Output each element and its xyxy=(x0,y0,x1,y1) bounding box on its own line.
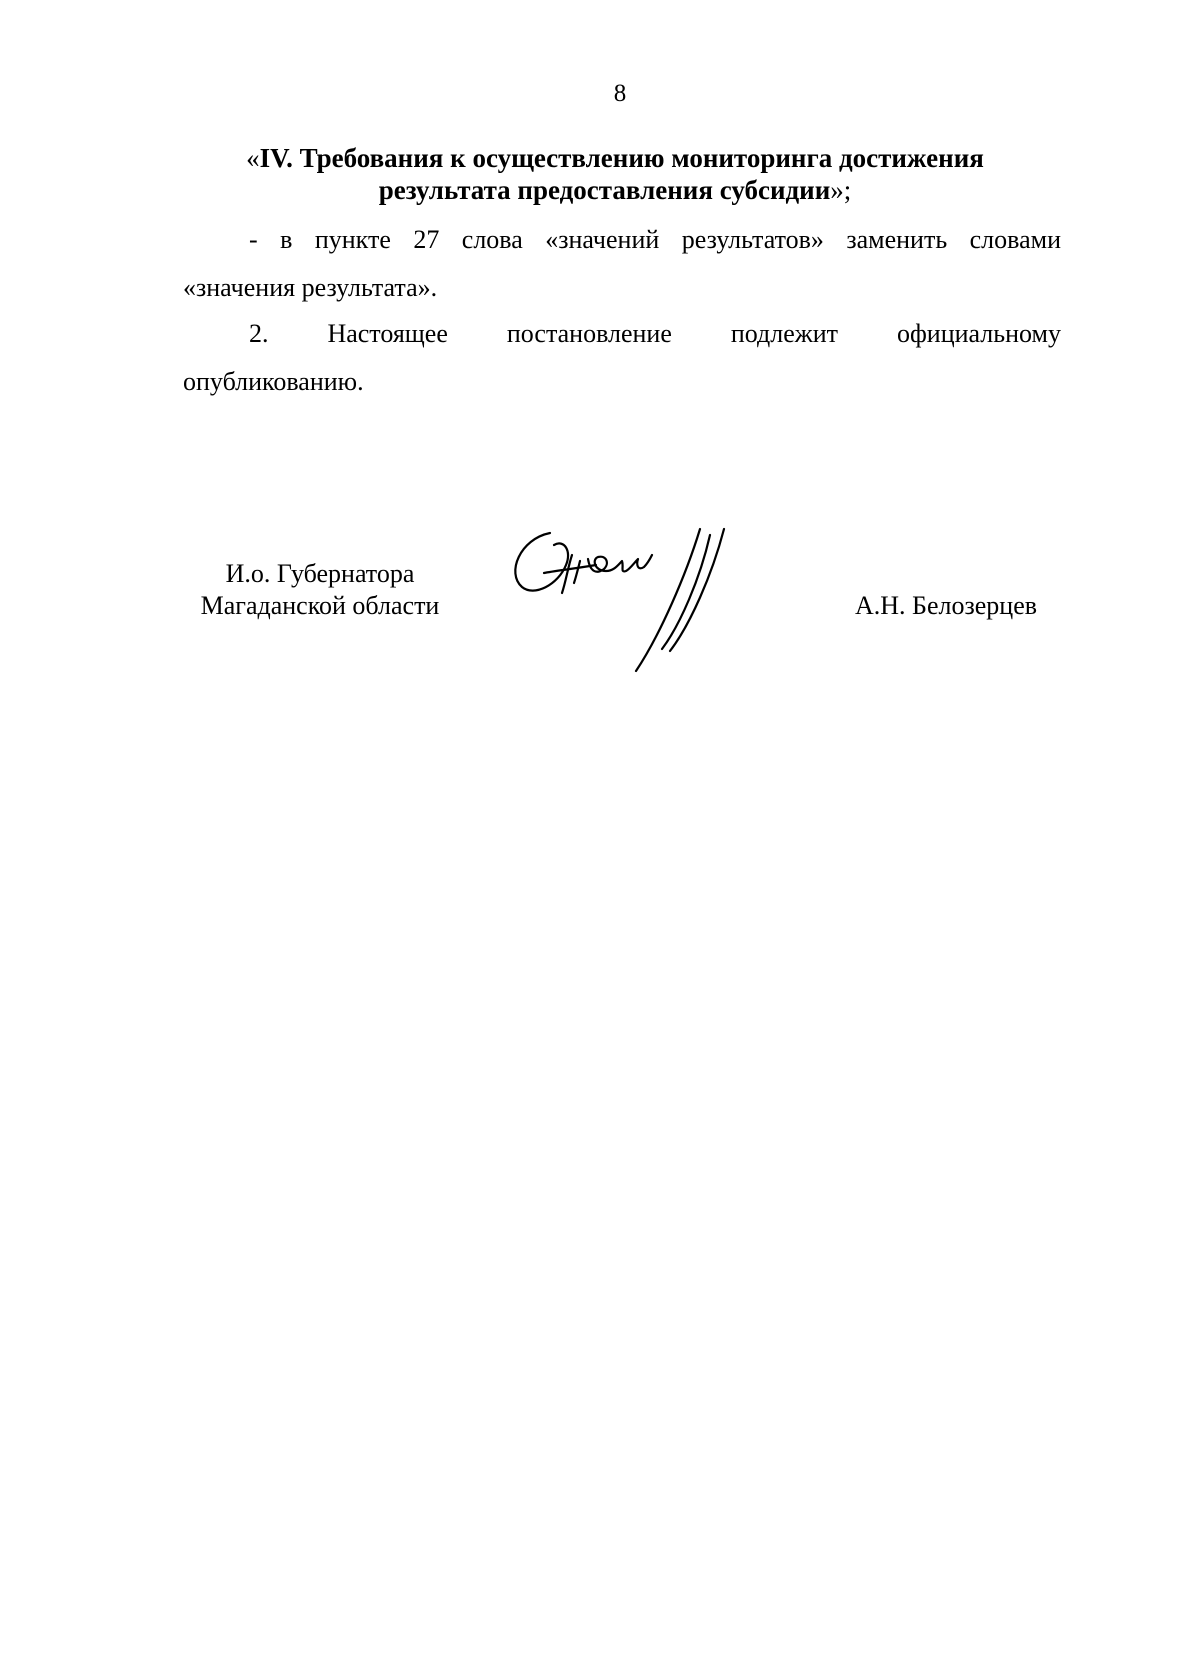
heading-open-quote: « xyxy=(246,143,260,173)
signatory-name: А.Н. Белозерцев xyxy=(855,591,1038,620)
paragraph-1-line-2: «значения результата». xyxy=(183,273,438,302)
paragraph-amendment xyxy=(183,216,1061,312)
heading-line-1 xyxy=(150,142,1080,174)
handwritten-signature xyxy=(510,525,750,705)
paragraph-1-line-1: - в пункте 27 слова «значений результатов» заменить словами xyxy=(249,225,1061,254)
paragraph-2-line-1: 2. Настоящее постановление подлежит официальному xyxy=(249,319,1061,348)
heading-text-1: IV. Требования к осуществлению мониторинга достижения xyxy=(259,143,984,173)
signatory-position-line-2: Магаданской области xyxy=(200,591,440,620)
heading-line-2 xyxy=(150,174,1080,206)
signatory-position xyxy=(185,558,455,622)
paragraph-publication xyxy=(183,310,1061,406)
paragraph-2-line-2: опубликованию. xyxy=(183,367,364,396)
section-heading xyxy=(150,142,1080,206)
signatory-position-line-1: И.о. Губернатора xyxy=(225,559,415,588)
heading-close-quote: »; xyxy=(830,175,852,205)
page-number: 8 xyxy=(613,80,627,107)
heading-text-2: результата предоставления субсидии xyxy=(378,175,831,205)
